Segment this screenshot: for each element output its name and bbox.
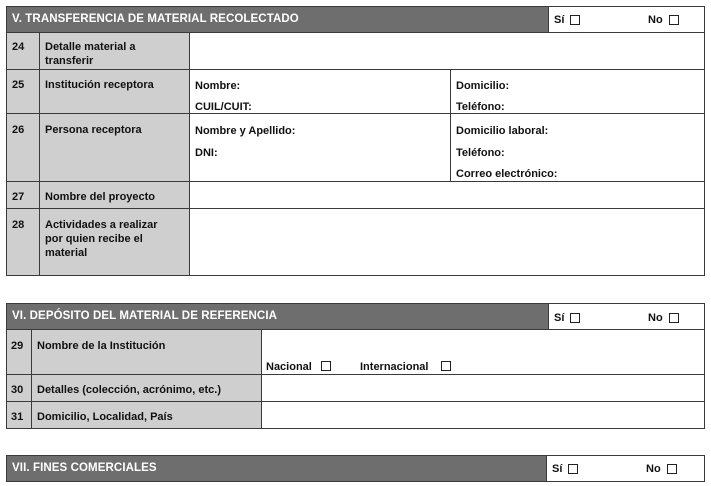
section-vi-no-checkbox[interactable] — [669, 313, 679, 323]
section-vi-no-label: No — [648, 312, 663, 324]
nacional-label: Nacional — [266, 361, 312, 373]
section-vii-si-checkbox[interactable] — [568, 464, 578, 474]
row-number: 30 — [11, 384, 24, 396]
row-25-right-field[interactable] — [450, 69, 705, 114]
row-24-label — [39, 32, 190, 70]
row-25-number — [6, 69, 40, 114]
row-26-right-field[interactable] — [450, 113, 705, 182]
row-number: 25 — [12, 79, 25, 91]
section-v-yesno — [548, 6, 705, 33]
row-label: Detalles (colección, acrónimo, etc.) — [37, 384, 222, 396]
row-28-number — [6, 208, 40, 276]
row-number: 26 — [12, 124, 25, 136]
section-v-no-checkbox[interactable] — [669, 15, 679, 25]
section-vii-header — [6, 455, 547, 482]
row-label: Nombre del proyecto — [45, 191, 156, 203]
section-v-si-label: Sí — [554, 14, 565, 26]
row-29-number — [6, 329, 32, 375]
row-label: Institución receptora — [45, 79, 154, 91]
row-number: 28 — [12, 219, 25, 231]
row-28-value-field[interactable] — [189, 208, 705, 276]
row-27-value-field[interactable] — [189, 181, 705, 209]
section-v-no-label: No — [648, 14, 663, 26]
section-v-title: V. TRANSFERENCIA DE MATERIAL RECOLECTADO — [12, 13, 299, 25]
nombre-label: Nombre: — [195, 80, 241, 92]
section-vii-title: VII. FINES COMERCIALES — [12, 462, 157, 474]
section-vi-title: VI. DEPÓSITO DEL MATERIAL DE REFERENCIA — [12, 310, 278, 322]
section-vi-header — [6, 303, 549, 330]
section-vi-si-checkbox[interactable] — [570, 313, 580, 323]
row-26-number — [6, 113, 40, 182]
internacional-label: Internacional — [360, 361, 429, 373]
section-vii-yesno — [546, 455, 705, 482]
domicilio-laboral-label: Domicilio laboral: — [456, 125, 549, 137]
row-label: Nombre de la Institución — [37, 340, 166, 352]
row-29-label — [31, 329, 262, 375]
row-number: 24 — [12, 41, 25, 53]
row-31-number — [6, 401, 32, 429]
row-31-value-field[interactable] — [261, 401, 705, 429]
section-v-header — [6, 6, 549, 33]
row-26-label — [39, 113, 190, 182]
section-vii-no-checkbox[interactable] — [667, 464, 677, 474]
row-27-label — [39, 181, 190, 209]
domicilio-label: Domicilio: — [456, 80, 510, 92]
row-29-value-field[interactable] — [261, 329, 705, 375]
row-28-label — [39, 208, 190, 276]
correo-electronico-label: Correo electrónico: — [456, 168, 558, 180]
row-26-left-field[interactable] — [189, 113, 451, 182]
row-label: Persona receptora — [45, 124, 142, 136]
row-25-left-field[interactable] — [189, 69, 451, 114]
row-number: 31 — [11, 411, 24, 423]
row-label: Actividades a realizar por quien recibe el material — [45, 219, 158, 259]
row-number: 27 — [12, 191, 25, 203]
telefono-label: Teléfono: — [456, 147, 505, 159]
telefono-label: Teléfono: — [456, 101, 505, 113]
row-31-label — [31, 401, 262, 429]
section-vi-yesno — [548, 303, 705, 330]
section-vi-si-label: Sí — [554, 312, 565, 324]
dni-label: DNI: — [195, 147, 218, 159]
cuil-cuit-label: CUIL/CUIT: — [195, 101, 252, 113]
row-30-value-field[interactable] — [261, 374, 705, 402]
row-label: Detalle material a transferir — [45, 41, 136, 67]
row-30-number — [6, 374, 32, 402]
section-v-si-checkbox[interactable] — [570, 15, 580, 25]
nombre-apellido-label: Nombre y Apellido: — [195, 125, 296, 137]
nacional-checkbox[interactable] — [321, 361, 331, 371]
row-27-number — [6, 181, 40, 209]
row-label: Domicilio, Localidad, País — [37, 411, 173, 423]
row-30-label — [31, 374, 262, 402]
section-vii-si-label: Sí — [552, 463, 563, 475]
row-24-value-field[interactable] — [189, 32, 705, 70]
row-24-number — [6, 32, 40, 70]
row-number: 29 — [11, 340, 24, 352]
section-vii-no-label: No — [646, 463, 661, 475]
internacional-checkbox[interactable] — [441, 361, 451, 371]
row-25-label — [39, 69, 190, 114]
